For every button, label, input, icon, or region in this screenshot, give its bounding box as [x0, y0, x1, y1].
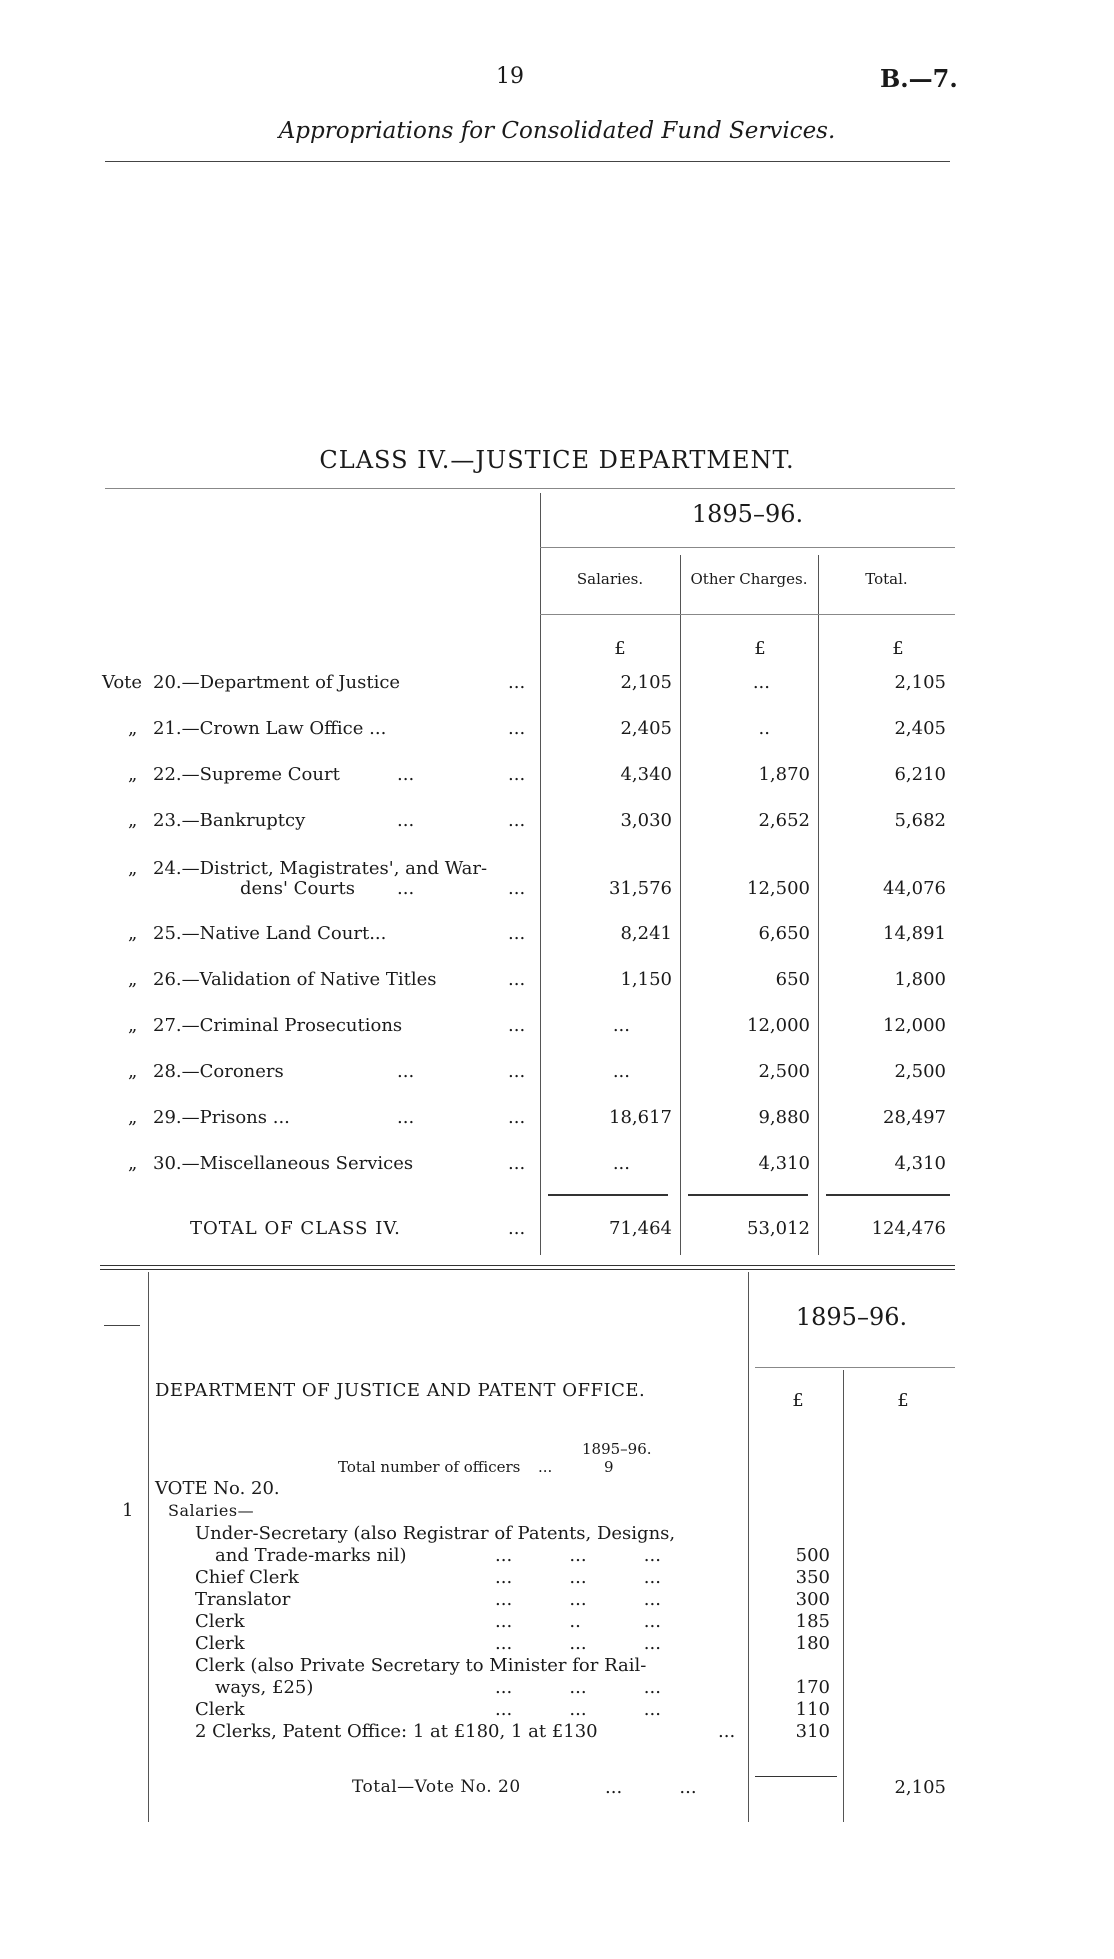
leader-dots: ... — [508, 1218, 526, 1239]
other-charges-value: 9,880 — [758, 1107, 810, 1128]
total-value: 44,076 — [883, 878, 946, 899]
leader-dots: ... — [508, 1015, 526, 1036]
vote-prefix: „ — [128, 969, 138, 990]
salaries-heading: Salaries— — [168, 1501, 255, 1520]
class-total-total: 124,476 — [871, 1218, 946, 1239]
total-value: 5,682 — [894, 810, 946, 831]
leader-dots: ... — [397, 764, 415, 785]
leader-dots: ... ... ... — [495, 1589, 661, 1610]
vote-label: 21.—Crown Law Office ... — [153, 718, 387, 739]
other-charges-value: 1,870 — [758, 764, 810, 785]
page-number: 19 — [496, 64, 524, 89]
total-value: 2,500 — [894, 1061, 946, 1082]
vote-label-continued: dens' Courts — [240, 878, 355, 899]
vote-prefix: „ — [128, 1061, 138, 1082]
salary-item-amount: 170 — [795, 1677, 830, 1698]
other-charges-value: ... — [752, 672, 770, 693]
salary-item-amount: 350 — [795, 1567, 830, 1588]
detail-item-column-line — [148, 1272, 149, 1822]
currency-total: £ — [892, 638, 904, 659]
currency-other: £ — [754, 638, 766, 659]
salaries-value: 4,340 — [620, 764, 672, 785]
vote-prefix: „ — [128, 810, 138, 831]
salaries-value: 31,576 — [609, 878, 672, 899]
detail-year-rule — [755, 1367, 955, 1368]
salaries-value: ... — [612, 1153, 630, 1174]
vote-total-label: Total—Vote No. 20 — [352, 1777, 521, 1797]
leader-dots: ... — [508, 969, 526, 990]
salary-item-label: Clerk — [195, 1633, 245, 1654]
vote-label: 22.—Supreme Court — [153, 764, 340, 785]
vote-label: 27.—Criminal Prosecutions — [153, 1015, 403, 1036]
salaries-value: 8,241 — [620, 923, 672, 944]
vote-prefix: „ — [128, 858, 138, 879]
leader-dots: ... ... ... — [495, 1545, 661, 1566]
salary-item-amount: 500 — [795, 1545, 830, 1566]
vote-label: 23.—Bankruptcy — [153, 810, 306, 831]
total-value: 1,800 — [894, 969, 946, 990]
other-charges-value: 12,500 — [747, 878, 810, 899]
detail-dash-rule — [104, 1325, 140, 1326]
salary-item-label: Clerk (also Private Secretary to Minister for Rail- — [195, 1655, 647, 1676]
other-charges-value: 4,310 — [758, 1153, 810, 1174]
detail-total-column-line — [843, 1370, 844, 1822]
leader-dots: ... — [508, 1153, 526, 1174]
summary-divider-salaries — [680, 555, 681, 1255]
vote-label: 29.—Prisons ... — [153, 1107, 290, 1128]
leader-dots: ... ... ... — [495, 1567, 661, 1588]
total-rule-salaries — [548, 1194, 668, 1196]
summary-top-rule — [105, 488, 955, 489]
total-value: 12,000 — [883, 1015, 946, 1036]
class-title: CLASS IV.—JUSTICE DEPARTMENT. — [319, 446, 795, 474]
leader-dots: ... — [508, 1061, 526, 1082]
salary-item-label: Translator — [195, 1589, 291, 1610]
salary-item-label: 2 Clerks, Patent Office: 1 at £180, 1 at £130 — [195, 1721, 598, 1742]
leader-dots: ... ... ... — [495, 1633, 661, 1654]
class-total-label: TOTAL OF CLASS IV. — [190, 1218, 401, 1239]
total-rule-total — [826, 1194, 950, 1196]
salaries-value: 2,105 — [620, 672, 672, 693]
column-header-salaries: Salaries. — [576, 570, 644, 588]
header-rule — [105, 161, 950, 162]
currency-salaries: £ — [614, 638, 626, 659]
other-charges-value: 650 — [775, 969, 810, 990]
salaries-value: ... — [612, 1061, 630, 1082]
column-header-rule — [540, 614, 955, 615]
leader-dots: ... — [508, 878, 526, 899]
vote-prefix: „ — [128, 1153, 138, 1174]
officers-year: 1895–96. — [582, 1440, 652, 1458]
column-header-other-charges: Other Charges. — [690, 570, 808, 588]
vote-label: 24.—District, Magistrates', and War- — [153, 858, 488, 879]
salaries-value: 18,617 — [609, 1107, 672, 1128]
salaries-value: ... — [612, 1015, 630, 1036]
officers-label: Total number of officers — [338, 1458, 521, 1476]
vote-prefix: „ — [128, 764, 138, 785]
class-total-salaries: 71,464 — [609, 1218, 672, 1239]
leader-dots: ... ... — [605, 1777, 697, 1798]
other-charges-value: 12,000 — [747, 1015, 810, 1036]
leader-dots: ... — [508, 718, 526, 739]
leader-dots: ... ... ... — [495, 1677, 661, 1698]
department-heading: DEPARTMENT OF JUSTICE AND PATENT OFFICE. — [155, 1380, 646, 1401]
detail-amount-column-line — [748, 1272, 749, 1822]
salary-item-amount: 310 — [795, 1721, 830, 1742]
vote-label: 30.—Miscellaneous Services — [153, 1153, 414, 1174]
salary-item-label: Chief Clerk — [195, 1567, 299, 1588]
class-total-other-charges: 53,012 — [747, 1218, 810, 1239]
detail-year: 1895–96. — [795, 1303, 908, 1331]
leader-dots: ... — [718, 1721, 736, 1742]
leader-dots: ... — [508, 923, 526, 944]
salaries-value: 2,405 — [620, 718, 672, 739]
vote-label: 20.—Department of Justice — [153, 672, 401, 693]
vote-total-rule — [755, 1776, 837, 1777]
detail-currency-amount: £ — [792, 1390, 804, 1411]
other-charges-value: .. — [758, 718, 770, 739]
leader-dots: ... — [397, 1061, 415, 1082]
vote-prefix: „ — [128, 718, 138, 739]
officers-count: 9 — [604, 1458, 614, 1476]
leader-dots: ... .. ... — [495, 1611, 661, 1632]
summary-year: 1895–96. — [691, 500, 804, 528]
salary-item-amount: 185 — [795, 1611, 830, 1632]
leader-dots: ... — [397, 878, 415, 899]
leader-dots: ... — [397, 810, 415, 831]
total-value: 28,497 — [883, 1107, 946, 1128]
total-value: 6,210 — [894, 764, 946, 785]
salary-item-label: Under-Secretary (also Registrar of Patents, Designs, — [195, 1523, 676, 1544]
leader-dots: ... — [508, 764, 526, 785]
detail-currency-total: £ — [897, 1390, 909, 1411]
vote-label: 28.—Coroners — [153, 1061, 284, 1082]
other-charges-value: 2,652 — [758, 810, 810, 831]
vote-total-amount: 2,105 — [894, 1777, 946, 1798]
total-value: 2,105 — [894, 672, 946, 693]
summary-year-rule — [540, 547, 955, 548]
total-rule-other — [688, 1194, 808, 1196]
summary-divider-label — [540, 493, 541, 1255]
leader-dots: ... — [397, 1107, 415, 1128]
salaries-value: 3,030 — [620, 810, 672, 831]
vote-title: VOTE No. 20. — [155, 1478, 280, 1499]
leader-dots: ... ... ... — [495, 1699, 661, 1720]
leader-dots: ... — [508, 1107, 526, 1128]
salary-item-label-continued: and Trade-marks nil) — [215, 1545, 407, 1566]
salary-item-amount: 110 — [795, 1699, 830, 1720]
page-reference: B.—7. — [880, 64, 958, 93]
salary-item-label: Clerk — [195, 1611, 245, 1632]
vote-prefix: „ — [128, 923, 138, 944]
vote-prefix: „ — [128, 1107, 138, 1128]
leader-dots: ... — [508, 810, 526, 831]
salaries-value: 1,150 — [620, 969, 672, 990]
summary-divider-other — [818, 555, 819, 1255]
salary-item-amount: 180 — [795, 1633, 830, 1654]
item-number: 1 — [122, 1500, 134, 1521]
total-value: 4,310 — [894, 1153, 946, 1174]
vote-prefix: Vote — [102, 672, 143, 693]
salary-item-label-continued: ways, £25) — [215, 1677, 314, 1698]
total-value: 14,891 — [883, 923, 946, 944]
vote-label: 25.—Native Land Court... — [153, 923, 387, 944]
vote-label: 26.—Validation of Native Titles — [153, 969, 437, 990]
salary-item-amount: 300 — [795, 1589, 830, 1610]
vote-prefix: „ — [128, 1015, 138, 1036]
section-rule-bottom — [100, 1269, 955, 1270]
total-value: 2,405 — [894, 718, 946, 739]
other-charges-value: 6,650 — [758, 923, 810, 944]
running-title: Appropriations for Consolidated Fund Services. — [278, 118, 836, 144]
other-charges-value: 2,500 — [758, 1061, 810, 1082]
column-header-total: Total. — [865, 570, 908, 588]
leader-dots: ... — [538, 1458, 553, 1476]
salary-item-label: Clerk — [195, 1699, 245, 1720]
section-rule-top — [100, 1265, 955, 1266]
leader-dots: ... — [508, 672, 526, 693]
